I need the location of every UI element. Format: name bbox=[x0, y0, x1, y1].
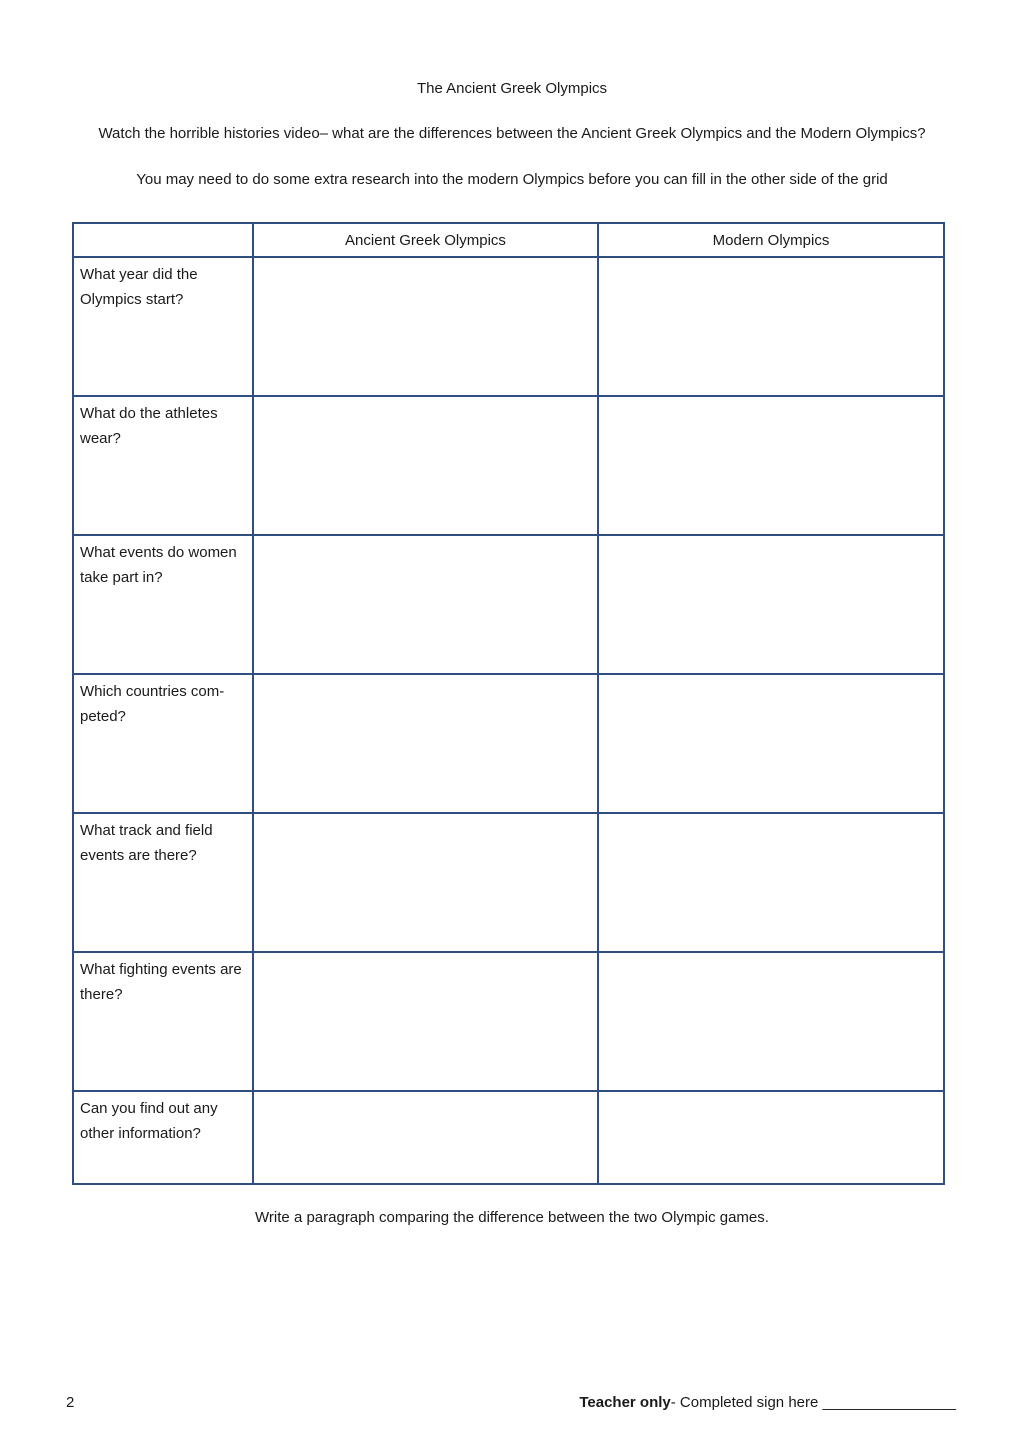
answer-cell-modern[interactable] bbox=[598, 1091, 944, 1184]
instruction-research: You may need to do some extra research into the modern Olympics before you can fill in the other side of the grid bbox=[136, 171, 888, 188]
row-question: What fighting events are there? bbox=[73, 952, 253, 1091]
instruction-video: Watch the horrible histories video– what are the differences between the Ancient Greek Olympics and the Modern Olympics? bbox=[98, 125, 926, 142]
header-blank-cell bbox=[73, 223, 253, 257]
table-row bbox=[73, 257, 944, 396]
answer-cell-ancient[interactable] bbox=[253, 813, 598, 952]
table-row bbox=[73, 1091, 944, 1184]
header-modern: Modern Olympics bbox=[598, 223, 944, 257]
header-ancient: Ancient Greek Olympics bbox=[253, 223, 598, 257]
teacher-signoff bbox=[579, 1393, 956, 1413]
page-title: The Ancient Greek Olympics bbox=[416, 80, 608, 97]
row-question: Can you find out any other information? bbox=[73, 1091, 253, 1184]
answer-cell-modern[interactable] bbox=[598, 952, 944, 1091]
answer-cell-ancient[interactable] bbox=[253, 952, 598, 1091]
answer-cell-ancient[interactable] bbox=[253, 535, 598, 674]
table-row bbox=[73, 674, 944, 813]
answer-cell-ancient[interactable] bbox=[253, 396, 598, 535]
answer-cell-modern[interactable] bbox=[598, 257, 944, 396]
row-question: Which countries com-peted? bbox=[73, 674, 253, 813]
paragraph-prompt: Write a paragraph comparing the difference between the two Olympic games. bbox=[255, 1209, 769, 1226]
page-number: 2 bbox=[66, 1394, 75, 1411]
sign-here-line[interactable]: - Completed sign here ________________ bbox=[670, 1394, 956, 1411]
answer-cell-ancient[interactable] bbox=[253, 674, 598, 813]
table-row bbox=[73, 535, 944, 674]
grid-header-row bbox=[73, 223, 944, 257]
row-question: What do the athletes wear? bbox=[73, 396, 253, 535]
comparison-grid bbox=[72, 222, 945, 1185]
row-question: What events do women take part in? bbox=[73, 535, 253, 674]
answer-cell-modern[interactable] bbox=[598, 396, 944, 535]
answer-cell-ancient[interactable] bbox=[253, 1091, 598, 1184]
answer-cell-modern[interactable] bbox=[598, 674, 944, 813]
answer-cell-modern[interactable] bbox=[598, 535, 944, 674]
row-question: What track and field events are there? bbox=[73, 813, 253, 952]
teacher-only-label: Teacher only bbox=[579, 1394, 671, 1411]
table-row bbox=[73, 396, 944, 535]
answer-cell-ancient[interactable] bbox=[253, 257, 598, 396]
table-row bbox=[73, 952, 944, 1091]
row-question: What year did the Olympics start? bbox=[73, 257, 253, 396]
table-row bbox=[73, 813, 944, 952]
answer-cell-modern[interactable] bbox=[598, 813, 944, 952]
